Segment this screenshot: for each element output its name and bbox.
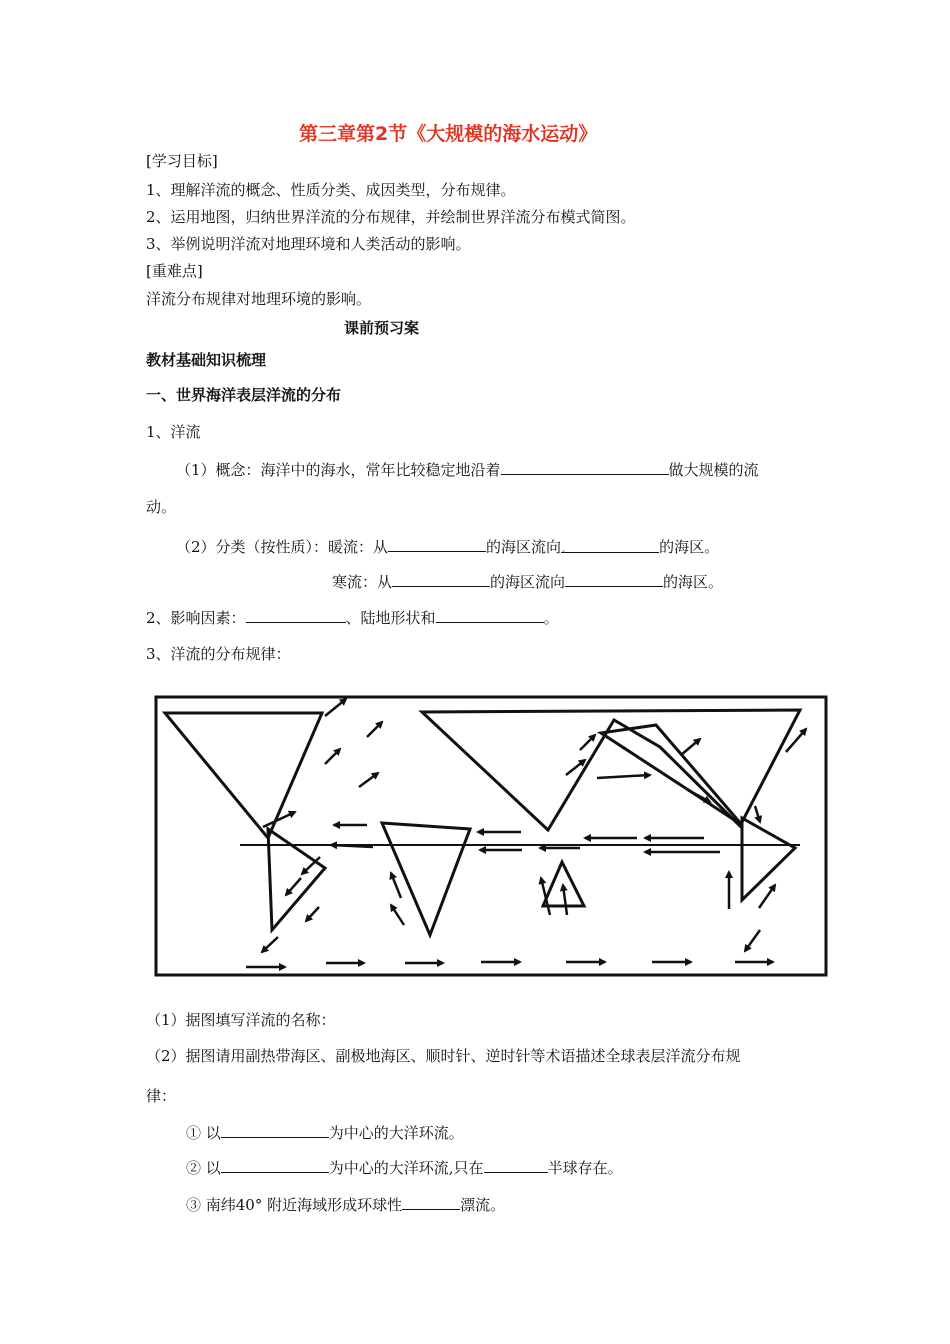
fill-blank[interactable]: [402, 1194, 460, 1210]
section-preview-heading: 课前预习案: [344, 319, 420, 337]
circulation-item-2: [186, 1157, 623, 1178]
current-arrows: [246, 699, 806, 967]
q1-warm-text-a: （2）分类（按性质）：暖流：从: [176, 538, 389, 556]
q1-cold-text-a: 寒流：从: [332, 573, 393, 591]
c2-text-a: ② 以: [186, 1159, 221, 1177]
c3-text-b: 漂流。: [460, 1196, 506, 1214]
part1-heading: 一、世界海洋表层洋流的分布: [146, 386, 342, 404]
q3-label: 3、洋流的分布规律：: [146, 645, 291, 663]
q1-warm-text-c: 的海区。: [659, 538, 720, 556]
diagram-frame: [156, 697, 826, 975]
circulation-item-1: [186, 1122, 464, 1143]
continent-shapes: [165, 710, 800, 935]
c2-text-b: 为中心的大洋环流,只在: [328, 1159, 484, 1177]
c2-text-c: 半球存在。: [547, 1159, 623, 1177]
objective-item: 3、举例说明洋流对地理环境和人类活动的影响。: [146, 235, 471, 253]
sub-question-2-cont: 律：: [146, 1087, 177, 1105]
fill-blank[interactable]: [221, 1157, 329, 1173]
c1-text-b: 为中心的大洋环流。: [328, 1124, 464, 1142]
objectives-heading: [学习目标]: [146, 152, 218, 170]
key-points-heading: [重难点]: [146, 262, 203, 280]
key-points-text: 洋流分布规律对地理环境的影响。: [146, 290, 372, 308]
q1-concept-text-b: 做大规模的流: [668, 461, 759, 479]
fill-blank[interactable]: .: [561, 537, 659, 553]
section-basics-heading: 教材基础知识梳理: [146, 351, 267, 369]
q2-text-c: 。: [543, 609, 559, 627]
c1-text-a: ① 以: [186, 1124, 221, 1142]
q1-concept-text-a: （1）概念：海洋中的海水，常年比较稳定地沿着: [176, 461, 501, 479]
objective-item: 1、理解洋流的概念、性质分类、成因类型，分布规律。: [146, 181, 516, 199]
circulation-item-3: [186, 1194, 505, 1215]
q2-text-a: 2、影响因素：: [146, 609, 246, 627]
c3-text-a: ③ 南纬40° 附近海域形成环球性: [186, 1196, 403, 1214]
q1-concept-cont: 动。: [146, 498, 177, 516]
objective-item: 2、运用地图，归纳世界洋流的分布规律，并绘制世界洋流分布模式简图。: [146, 208, 636, 226]
q1-cold-text-b: 的海区流向: [490, 573, 566, 591]
fill-blank[interactable]: [484, 1157, 548, 1173]
q1-label: 1、洋流: [146, 423, 201, 441]
q1-cold-text-c: 的海区。: [663, 573, 724, 591]
q2-text-b: 、陆地形状和: [345, 609, 436, 627]
sub-question-2: （2）据图请用副热带海区、副极地海区、顺时针、逆时针等术语描述全球表层洋流分布规: [146, 1047, 741, 1065]
sub-question-1: （1）据图填写洋流的名称：: [146, 1011, 336, 1029]
page-title: 第三章第2节《大规模的海水运动》: [299, 123, 598, 145]
fill-blank[interactable]: [221, 1122, 329, 1138]
q1-warm-text-b: 的海区流向: [486, 538, 562, 556]
